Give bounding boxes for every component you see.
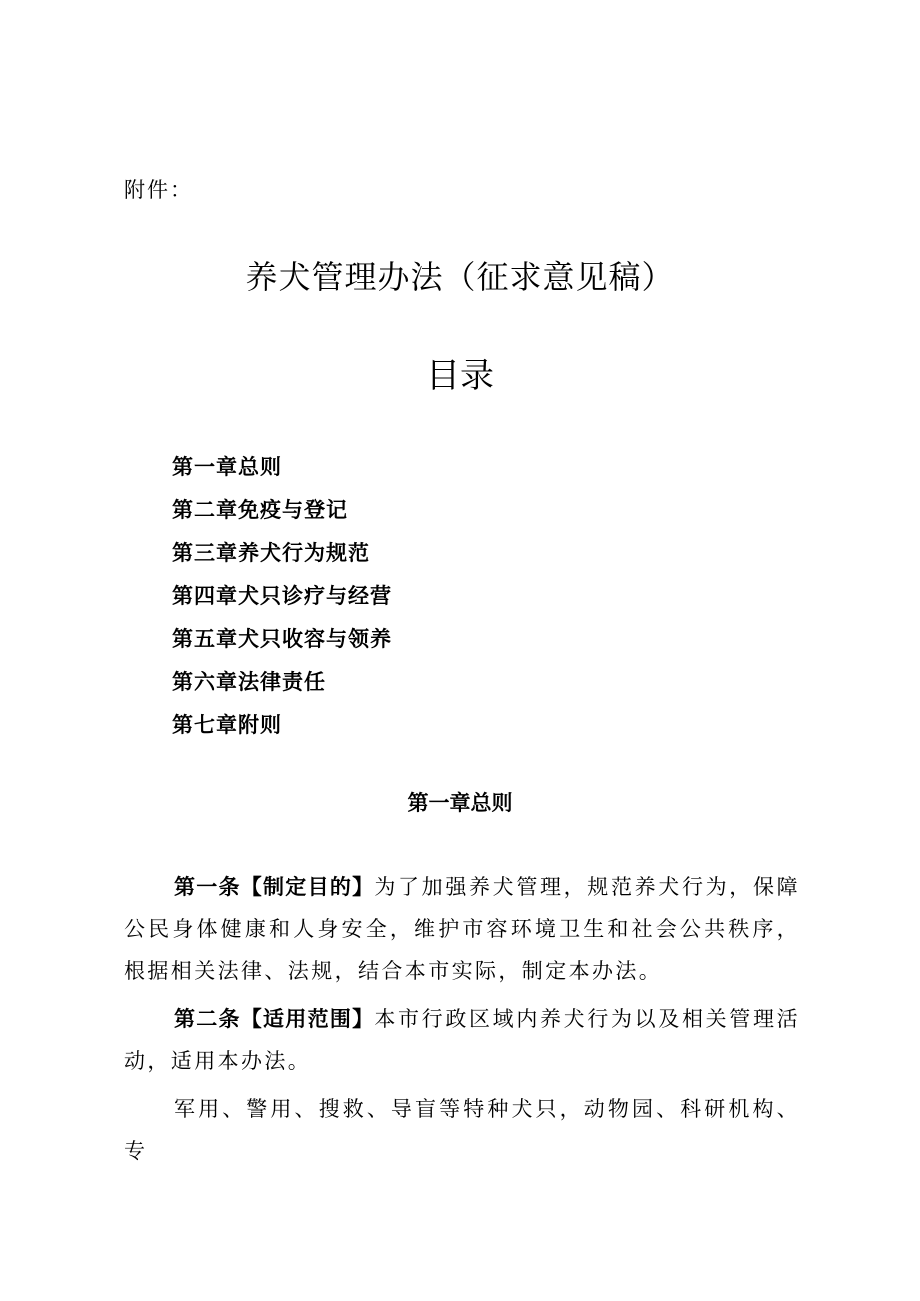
article-lead: 第一条【制定目的】 bbox=[174, 875, 375, 899]
article-lead: 第二条【适用范围】 bbox=[174, 1007, 375, 1031]
toc-item: 第一章总则 bbox=[172, 455, 282, 479]
article-paragraph bbox=[124, 998, 800, 1082]
chapter-heading: 第一章总则 bbox=[407, 791, 513, 815]
article-text: 军用、警用、搜救、导盲等特种犬只，动物园、科研机构、专 bbox=[124, 1097, 800, 1163]
toc-item: 第七章附则 bbox=[172, 713, 282, 737]
toc-item: 第四章犬只诊疗与经营 bbox=[172, 584, 392, 608]
article-paragraph bbox=[124, 866, 800, 992]
attachment-label: 附件： bbox=[124, 178, 193, 202]
toc-item: 第三章养犬行为规范 bbox=[172, 541, 370, 565]
chapter-body bbox=[124, 866, 800, 1178]
article-text: 本市行政区域内养犬行为以及相关管理活动，适用本办法。 bbox=[124, 1007, 801, 1073]
article-text: 为了加强养犬管理，规范养犬行为，保障公民身体健康和人身安全，维护市容环境卫生和社会公共秩序，根据相关法律、法规，结合本市实际，制定本办法。 bbox=[124, 875, 801, 983]
toc-item: 第六章法律责任 bbox=[172, 670, 326, 694]
table-of-contents bbox=[172, 446, 392, 747]
toc-item: 第五章犬只收容与领养 bbox=[172, 627, 392, 651]
document-title: 养犬管理办法（征求意见稿） bbox=[245, 258, 675, 296]
toc-item: 第二章免疫与登记 bbox=[172, 498, 348, 522]
article-paragraph bbox=[124, 1088, 800, 1172]
toc-heading: 目录 bbox=[426, 356, 494, 396]
